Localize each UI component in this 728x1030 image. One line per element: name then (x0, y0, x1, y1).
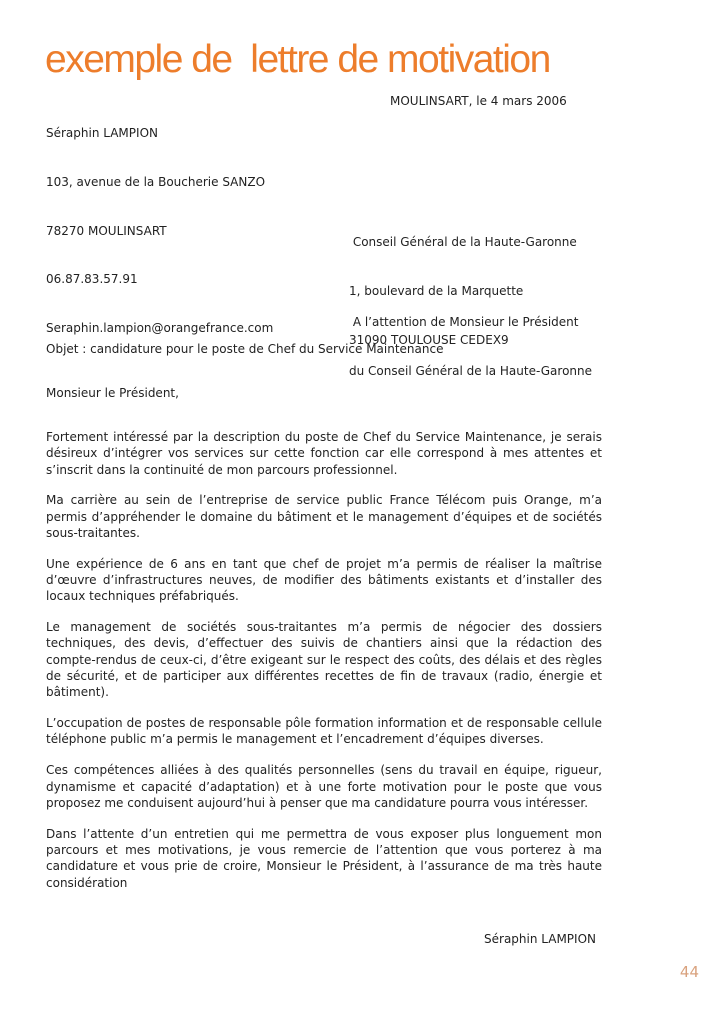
sender-block (46, 93, 273, 368)
recipient-city: 31090 TOULOUSE CEDEX9 (349, 332, 509, 347)
letter-paragraph: Ces compétences alliées à des qualités personnelles (sens du travail en équipe, rigueur, dynamisme et capacité d’adaptation) et à une forte motivation pour le poste que vous proposez me conduisent aujourd’hui à penser que ma candidature pourra vous intéresser. (46, 763, 602, 810)
letter-paragraph: Dans l’attente d’un entretien qui me permettra de vous exposer plus longuement mon parcours et mes motivations, je vous remercie de l’attention que vous porterez à ma candidature et vous prie de croire, Monsieur le Président, à l’assurance de ma très haute considération (46, 826, 602, 890)
page-title: exemple de lettre de motivation (45, 38, 550, 81)
letter-body (46, 429, 602, 905)
recipient-street: 1, boulevard de la Marquette (349, 284, 524, 299)
letter-paragraph: Le management de sociétés sous-traitantes m’a permis de négocier des dossiers techniques, des devis, d’effectuer des suivis de chantiers ainsi que la rédaction des compte-rendus de ceux-ci, d’être exigeant sur le respect des coûts, des délais et des règles de sécurité, et de participer aux différentes recettes de fin de travaux (radio, énergie et bâtiment). (46, 620, 602, 700)
attention-line-2: du Conseil Général de la Haute-Garonne (349, 364, 592, 379)
sender-name: Séraphin LAMPION (46, 126, 158, 141)
sender-street: 103, avenue de la Boucherie SANZO (46, 175, 266, 190)
recipient-organisation: Conseil Général de la Haute-Garonne (349, 235, 577, 250)
subject-line: Objet : candidature pour le poste de Chef du Service Maintenance (46, 342, 444, 356)
date-line: MOULINSART, le 4 mars 2006 (390, 94, 567, 108)
sender-city: 78270 MOULINSART (46, 223, 167, 238)
signature: Séraphin LAMPION (484, 932, 596, 946)
letter-paragraph: Une expérience de 6 ans en tant que chef de projet m’a permis de réaliser la maîtrise d’œuvre d’infrastructures neuves, de modifier des bâtiments existants et d’installer des locaux techniques préfabriqués. (46, 556, 602, 604)
attention-line-1: A l’attention de Monsieur le Président (349, 315, 579, 330)
page-number: 44 (679, 963, 699, 981)
sender-phone: 06.87.83.57.91 (46, 272, 138, 287)
sender-email: Seraphin.lampion@orangefrance.com (46, 320, 274, 335)
letter-paragraph: Ma carrière au sein de l’entreprise de service public France Télécom puis Orange, m’a permis d’appréhender le domaine du bâtiment et le management d’équipes et de sociétés sous-traitantes. (46, 493, 602, 540)
letter-paragraph: Fortement intéressé par la description du poste de Chef du Service Maintenance, je serais désireux d’intégrer vos services sur cette fonction car elle correspond à mes attentes et s’inscrit dans la continuité de mon parcours professionnel. (46, 430, 602, 477)
letter-paragraph: L’occupation de postes de responsable pôle formation information et de responsable cellule téléphone public m’a permis le management et l’encadrement d’équipes diverses. (46, 716, 602, 747)
salutation: Monsieur le Président, (46, 386, 179, 400)
